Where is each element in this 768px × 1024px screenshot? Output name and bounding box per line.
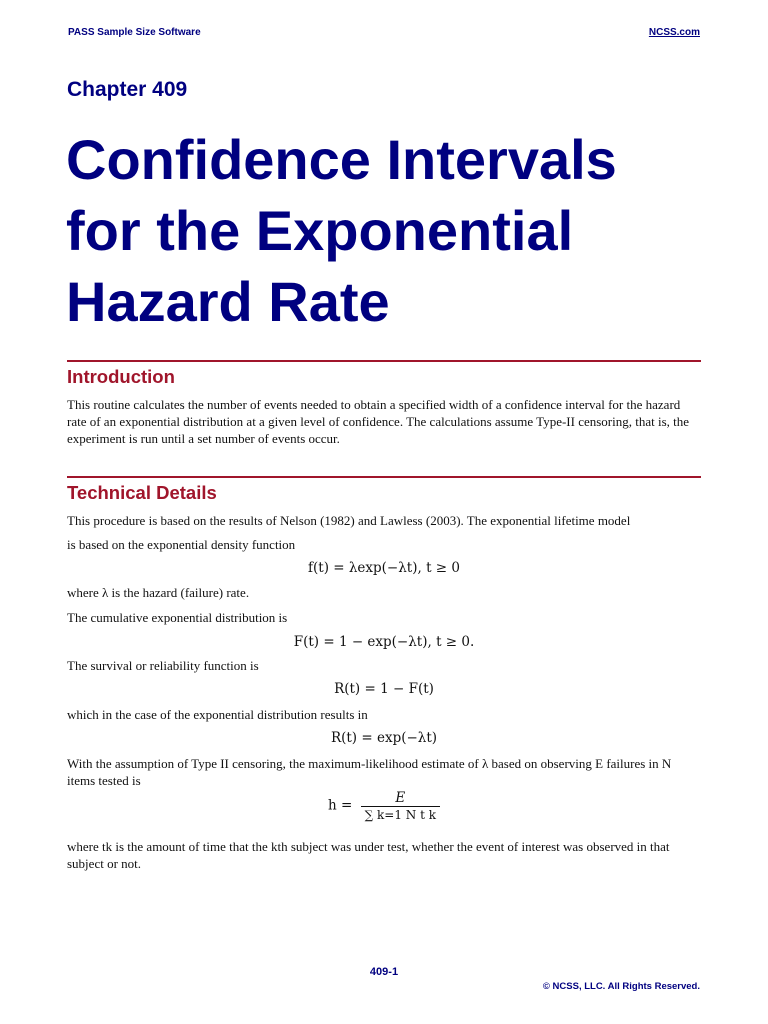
technical-paragraph-5: The survival or reliability function is <box>67 658 259 673</box>
section-divider-technical <box>67 476 701 478</box>
equation-mle <box>67 790 701 822</box>
equation-mle-denominator: ∑ k=1 N t k <box>361 806 440 822</box>
equation-mle-lhs: h = <box>328 797 353 814</box>
technical-paragraph-3: where λ is the hazard (failure) rate. <box>67 585 250 600</box>
title-line-3: Hazard Rate <box>66 270 390 333</box>
technical-paragraph-4: The cumulative exponential distribution is <box>67 610 288 625</box>
equation-survival: R(t) = 1 − F(t) <box>334 681 434 697</box>
technical-paragraph-1: This procedure is based on the results of Nelson (1982) and Lawless (2003). The exponential lifetime model <box>67 513 631 528</box>
equation-mle-numerator: E <box>395 790 406 806</box>
page-title <box>66 124 726 337</box>
equation-survival-exponential: R(t) = exp(−λt) <box>330 730 438 746</box>
technical-paragraph-7: With the assumption of Type II censoring, the maximum-likelihood estimate of λ based on observing E failures in N items tested is <box>67 756 672 788</box>
title-line-2: for the Exponential <box>66 199 574 262</box>
header-ncss-link[interactable]: NCSS.com <box>648 27 700 38</box>
technical-paragraph-6: which in the case of the exponential distribution results in <box>67 707 368 722</box>
technical-paragraph-2: is based on the exponential density function <box>67 537 296 552</box>
equation-mle-fraction <box>361 790 440 822</box>
heading-introduction: Introduction <box>67 366 175 387</box>
title-line-1: Confidence Intervals <box>66 128 617 191</box>
intro-paragraph: This routine calculates the number of events needed to obtain a specified width of a confidence interval for the hazard rate of an exponential distribution at a given level of confidence. The calculations assume Type-II censoring, that is, the experiment is run until a set number of events occur. <box>67 397 690 446</box>
equation-density: f(t) = λexp(−λt), t ≥ 0 <box>308 560 460 576</box>
copyright-notice: © NCSS, LLC. All Rights Reserved. <box>542 981 700 992</box>
section-divider-introduction <box>67 360 701 362</box>
header-software-name: PASS Sample Size Software <box>68 27 201 38</box>
technical-paragraph-8: where tk is the amount of time that the kth subject was under test, whether the event of interest was observed in that subject or not. <box>67 839 670 871</box>
page-number: 409-1 <box>369 966 399 978</box>
chapter-label: Chapter 409 <box>67 78 188 101</box>
heading-technical-details: Technical Details <box>67 482 217 503</box>
equation-cumulative: F(t) = 1 − exp(−λt), t ≥ 0. <box>293 634 475 650</box>
